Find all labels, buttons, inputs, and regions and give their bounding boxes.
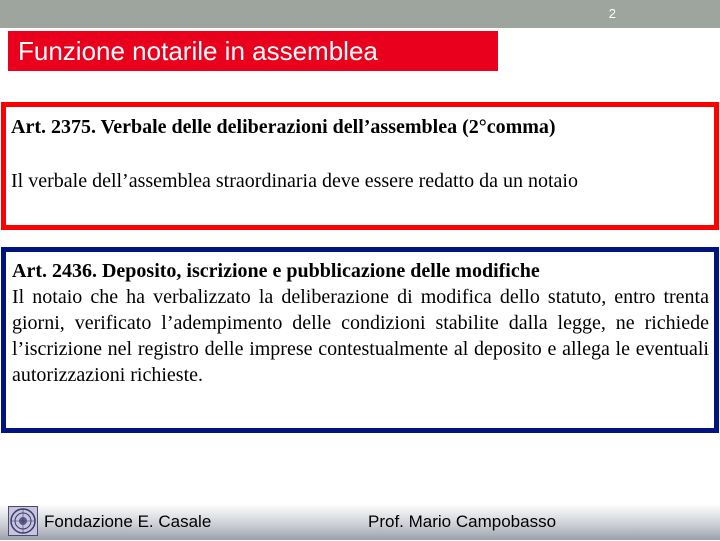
footer-foundation-name: Fondazione E. Casale — [44, 512, 212, 531]
slide-title: Funzione notarile in assemblea — [18, 36, 378, 66]
page-number: 2 — [608, 6, 616, 21]
article-2436-heading: Art. 2436. Deposito, iscrizione e pubblicazione delle modifiche — [12, 260, 540, 282]
article-2375-box — [1, 102, 719, 230]
slide-title-box — [8, 31, 498, 71]
foundation-seal-icon — [8, 506, 38, 536]
article-2436-box — [1, 247, 719, 433]
article-2436-text: Il notaio che ha verbalizzato la deliberazione di modifica dello statuto, entro trenta giorni, verificato l’adempimento delle condizioni stabilite dalla legge, ne richiede l’iscrizione nel registro delle imprese contestualmente al deposito e allega le eventuali autorizzazioni richieste. — [12, 286, 709, 386]
footer-author: Prof. Mario Campobasso — [368, 512, 557, 531]
article-2375-text: Il verbale dell’assemblea straordinaria deve essere redatto da un notaio — [11, 170, 578, 192]
article-2375-heading: Art. 2375. Verbale delle deliberazioni dell’assemblea (2°comma) — [11, 116, 556, 138]
